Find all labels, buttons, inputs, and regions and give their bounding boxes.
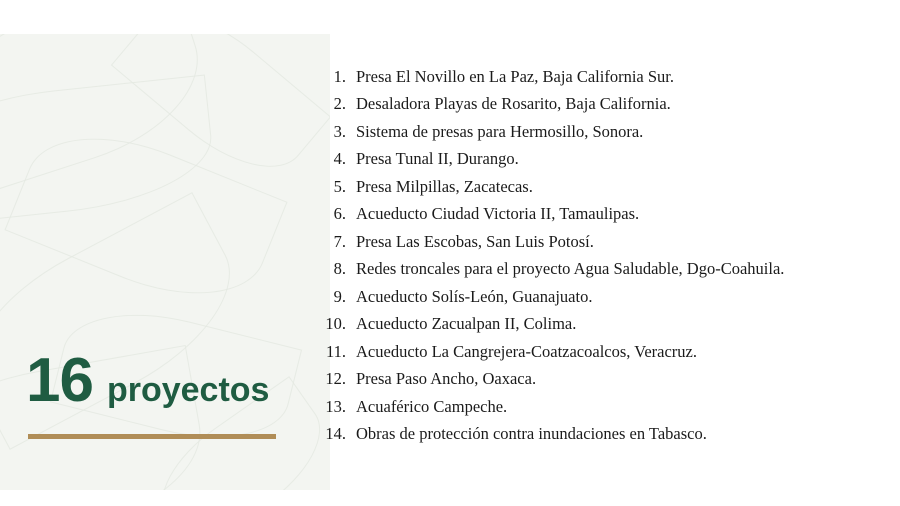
list-item-number: 8. (333, 259, 346, 279)
list-item-label: Acuaférico Campeche. (356, 396, 508, 416)
list-item-label: Obras de protección contra inundaciones en Tabasco. (356, 424, 707, 444)
bottom-white-band (0, 490, 330, 506)
list-item-number: 12. (325, 369, 346, 389)
list-item-number: 13. (325, 396, 346, 416)
list-item (322, 95, 882, 114)
list-item (322, 150, 882, 169)
projects-list (322, 68, 882, 453)
list-item-label: Presa Paso Ancho, Oaxaca. (356, 369, 537, 389)
headline (26, 346, 270, 415)
list-item (322, 205, 882, 224)
list-item-number: 11. (325, 341, 346, 361)
list-item-number: 1. (333, 67, 346, 86)
top-white-band (0, 0, 900, 34)
background-texture (0, 0, 330, 506)
list-item (322, 68, 882, 87)
list-item (322, 315, 882, 334)
list-item (322, 425, 882, 444)
list-item-label: Acueducto La Cangrejera-Coatzacoalcos, Veracruz. (356, 341, 697, 361)
list-item-label: Presa Milpillas, Zacatecas. (356, 176, 533, 196)
list-item-label: Redes troncales para el proyecto Agua Saludable, Dgo-Coahuila. (356, 259, 785, 279)
list-item-number: 4. (333, 149, 346, 169)
list-item (322, 370, 882, 389)
list-item (322, 260, 882, 279)
list-item-label: Presa El Novillo en La Paz, Baja California Sur. (356, 67, 675, 86)
list-item-number: 14. (325, 424, 346, 444)
list-item-number: 9. (333, 286, 346, 306)
list-item-number: 3. (333, 121, 346, 141)
list-item-label: Acueducto Solís-León, Guanajuato. (356, 286, 593, 306)
list-item (322, 343, 882, 362)
list-item-number: 5. (333, 176, 346, 196)
list-item-label: Acueducto Ciudad Victoria II, Tamaulipas. (356, 204, 640, 224)
list-item-number: 2. (333, 94, 346, 114)
list-item-label: Acueducto Zacualpan II, Colima. (356, 314, 577, 334)
list-item (322, 178, 882, 197)
list-item-label: Presa Tunal II, Durango. (356, 149, 519, 169)
project-count: 16 (26, 346, 93, 415)
list-item (322, 398, 882, 417)
list-item (322, 233, 882, 252)
list-item-number: 7. (333, 231, 346, 251)
list-item-label: Presa Las Escobas, San Luis Potosí. (356, 231, 594, 251)
list-item (322, 123, 882, 142)
accent-rule (28, 434, 276, 439)
headline-label: proyectos (106, 371, 270, 409)
list-item-number: 10. (325, 314, 346, 334)
list-item-label: Desaladora Playas de Rosarito, Baja California. (356, 94, 671, 114)
list-item-number: 6. (333, 204, 346, 224)
list-item-label: Sistema de presas para Hermosillo, Sonora. (356, 121, 644, 141)
list-item (322, 288, 882, 307)
